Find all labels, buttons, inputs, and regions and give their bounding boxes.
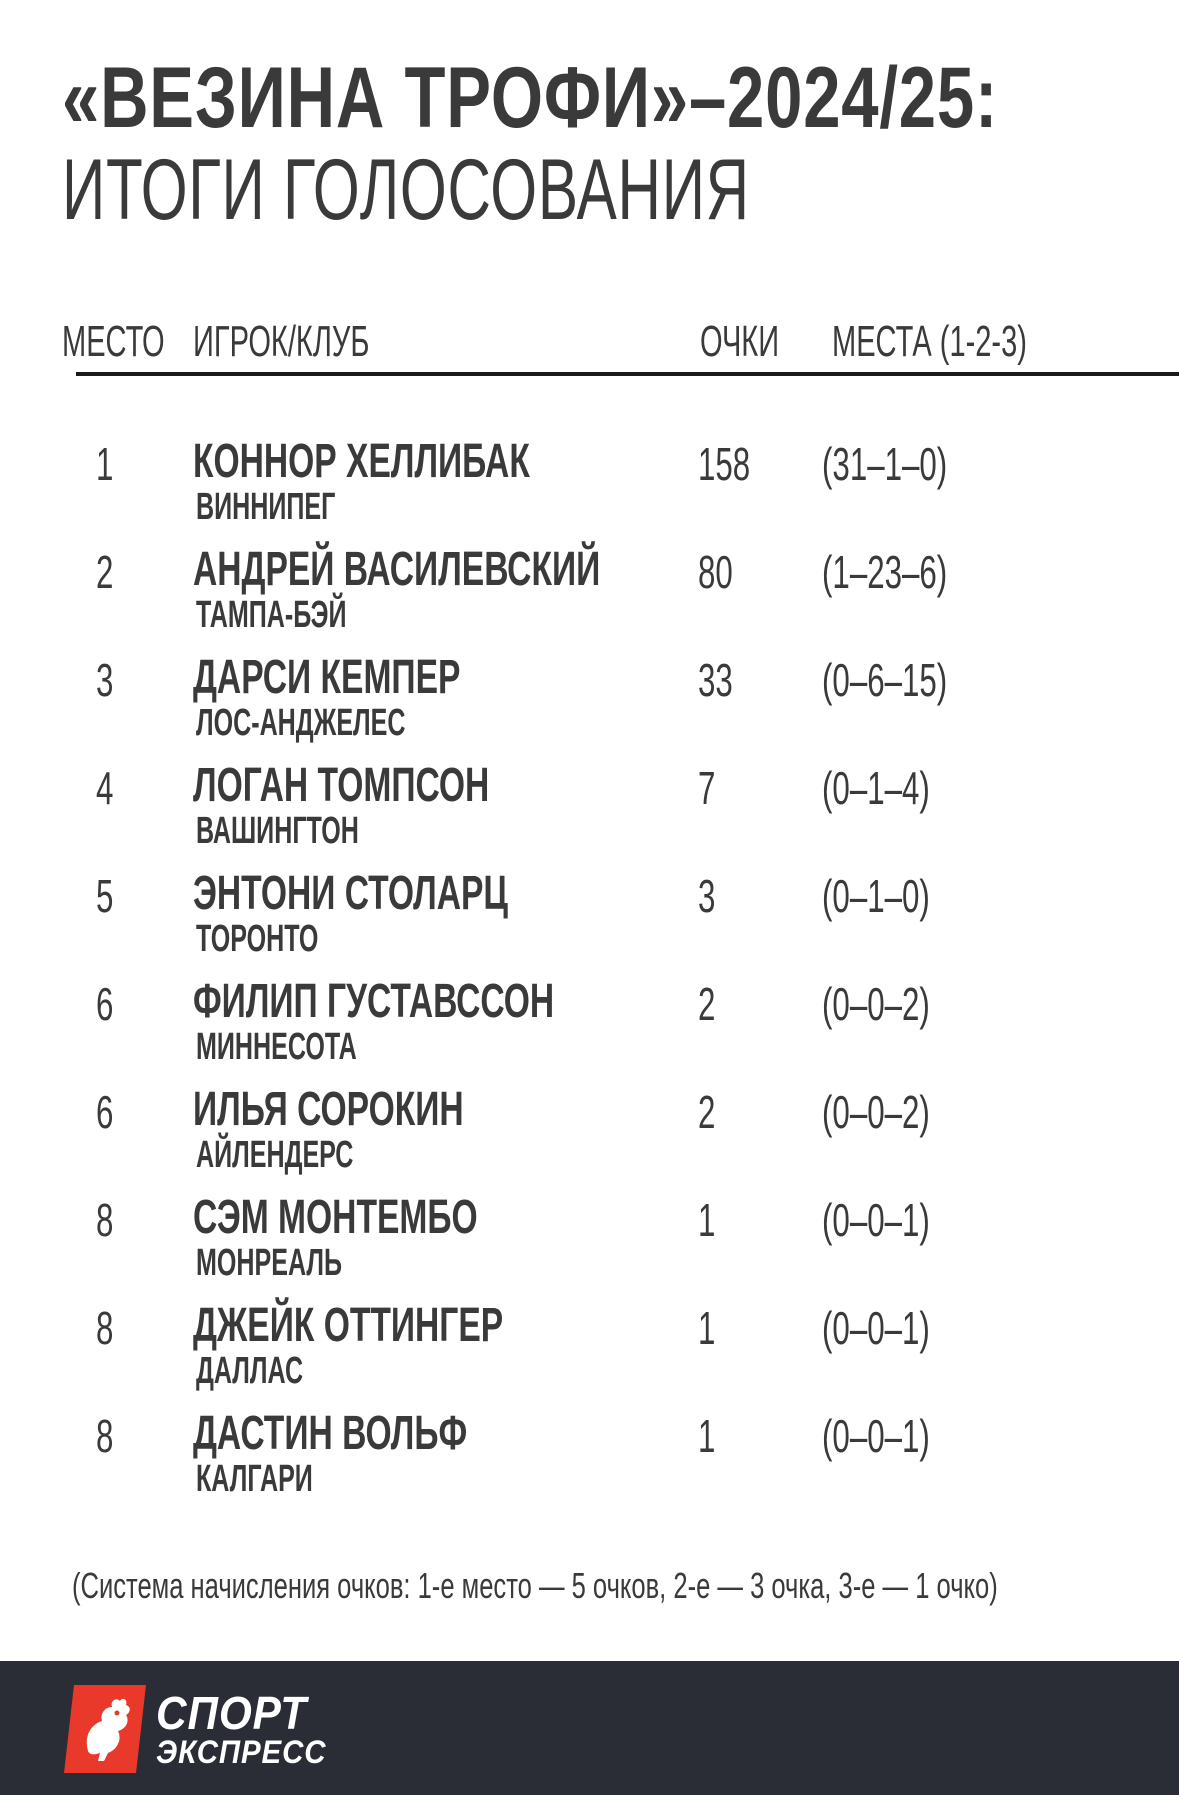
row-places: (0–1–4) <box>822 762 930 814</box>
row-club: АЙЛЕНДЕРС <box>196 1134 354 1176</box>
row-points: 33 <box>698 654 733 706</box>
row-points: 2 <box>698 978 716 1030</box>
header-points: ОЧКИ <box>700 317 780 366</box>
row-places: (0–6–15) <box>822 654 948 706</box>
row-place: 2 <box>96 546 114 598</box>
row-places: (1–23–6) <box>822 546 948 598</box>
page-subtitle: ИТОГИ ГОЛОСОВАНИЯ <box>62 142 750 238</box>
row-player-name: ЛОГАН ТОМПСОН <box>193 759 490 812</box>
row-place: 8 <box>96 1302 114 1354</box>
brand-line-1: СПОРТ <box>156 1687 307 1739</box>
table-row <box>0 970 1179 1078</box>
row-club: ВАШИНГТОН <box>196 810 359 852</box>
row-player-name: ЭНТОНИ СТОЛАРЦ <box>193 867 508 920</box>
row-points: 2 <box>698 1086 716 1138</box>
page-title: «ВЕЗИНА ТРОФИ»–2024/25: <box>62 50 999 146</box>
row-place: 3 <box>96 654 114 706</box>
title-block <box>62 52 1179 236</box>
row-points: 3 <box>698 870 716 922</box>
table-row <box>0 1294 1179 1402</box>
row-place: 4 <box>96 762 114 814</box>
row-club: ТОРОНТО <box>196 918 319 960</box>
row-points: 7 <box>698 762 716 814</box>
row-place: 6 <box>96 978 114 1030</box>
row-player-name: ФИЛИП ГУСТАВССОН <box>193 975 555 1028</box>
header-places: МЕСТА (1-2-3) <box>832 317 1027 366</box>
header-place: МЕСТО <box>62 317 165 366</box>
row-points: 80 <box>698 546 733 598</box>
row-club: МИННЕСОТА <box>196 1026 357 1068</box>
row-points: 1 <box>698 1194 716 1246</box>
row-player-name: ДЖЕЙК ОТТИНГЕР <box>193 1299 504 1352</box>
results-table <box>0 430 1179 1510</box>
row-player-name: КОННОР ХЕЛЛИБАК <box>193 435 530 488</box>
table-row <box>0 430 1179 538</box>
brand-footer <box>0 1661 1179 1795</box>
row-places: (0–0–2) <box>822 1086 930 1138</box>
table-row <box>0 1402 1179 1510</box>
row-place: 1 <box>96 438 114 490</box>
table-row <box>0 862 1179 970</box>
row-player-name: ДАСТИН ВОЛЬФ <box>193 1407 468 1460</box>
row-places: (31–1–0) <box>822 438 948 490</box>
row-player-name: ИЛЬЯ СОРОКИН <box>193 1083 464 1136</box>
row-player-name: ДАРСИ КЕМПЕР <box>193 651 461 704</box>
table-row <box>0 646 1179 754</box>
row-points: 158 <box>698 438 751 490</box>
table-row <box>0 538 1179 646</box>
row-points: 1 <box>698 1302 716 1354</box>
brand-line-2: ЭКСПРЕСС <box>156 1734 327 1770</box>
row-player-name: АНДРЕЙ ВАСИЛЕВСКИЙ <box>193 543 601 596</box>
row-place: 8 <box>96 1410 114 1462</box>
row-places: (0–1–0) <box>822 870 930 922</box>
row-club: ВИННИПЕГ <box>196 486 336 528</box>
row-club: ЛОС-АНДЖЕЛЕС <box>196 702 406 744</box>
row-player-name: СЭМ МОНТЕМБО <box>193 1191 478 1244</box>
header-divider <box>76 372 1179 376</box>
brand-logo-text <box>156 1687 327 1770</box>
row-place: 6 <box>96 1086 114 1138</box>
table-row <box>0 754 1179 862</box>
row-places: (0–0–2) <box>822 978 930 1030</box>
row-place: 5 <box>96 870 114 922</box>
row-club: МОНРЕАЛЬ <box>196 1242 343 1284</box>
row-points: 1 <box>698 1410 716 1462</box>
row-place: 8 <box>96 1194 114 1246</box>
row-club: КАЛГАРИ <box>196 1458 313 1500</box>
rooster-icon <box>60 1681 150 1777</box>
table-header <box>0 312 1179 372</box>
table-row <box>0 1078 1179 1186</box>
row-club: ТАМПА-БЭЙ <box>196 594 347 636</box>
row-places: (0–0–1) <box>822 1194 930 1246</box>
row-places: (0–0–1) <box>822 1410 930 1462</box>
header-player-club: ИГРОК/КЛУБ <box>193 317 370 366</box>
scoring-footnote: (Система начисления очков: 1-е место — 5 очков, 2-е — 3 очка, 3-е — 1 очко) <box>72 1565 998 1606</box>
row-club: ДАЛЛАС <box>196 1350 304 1392</box>
row-places: (0–0–1) <box>822 1302 930 1354</box>
table-row <box>0 1186 1179 1294</box>
